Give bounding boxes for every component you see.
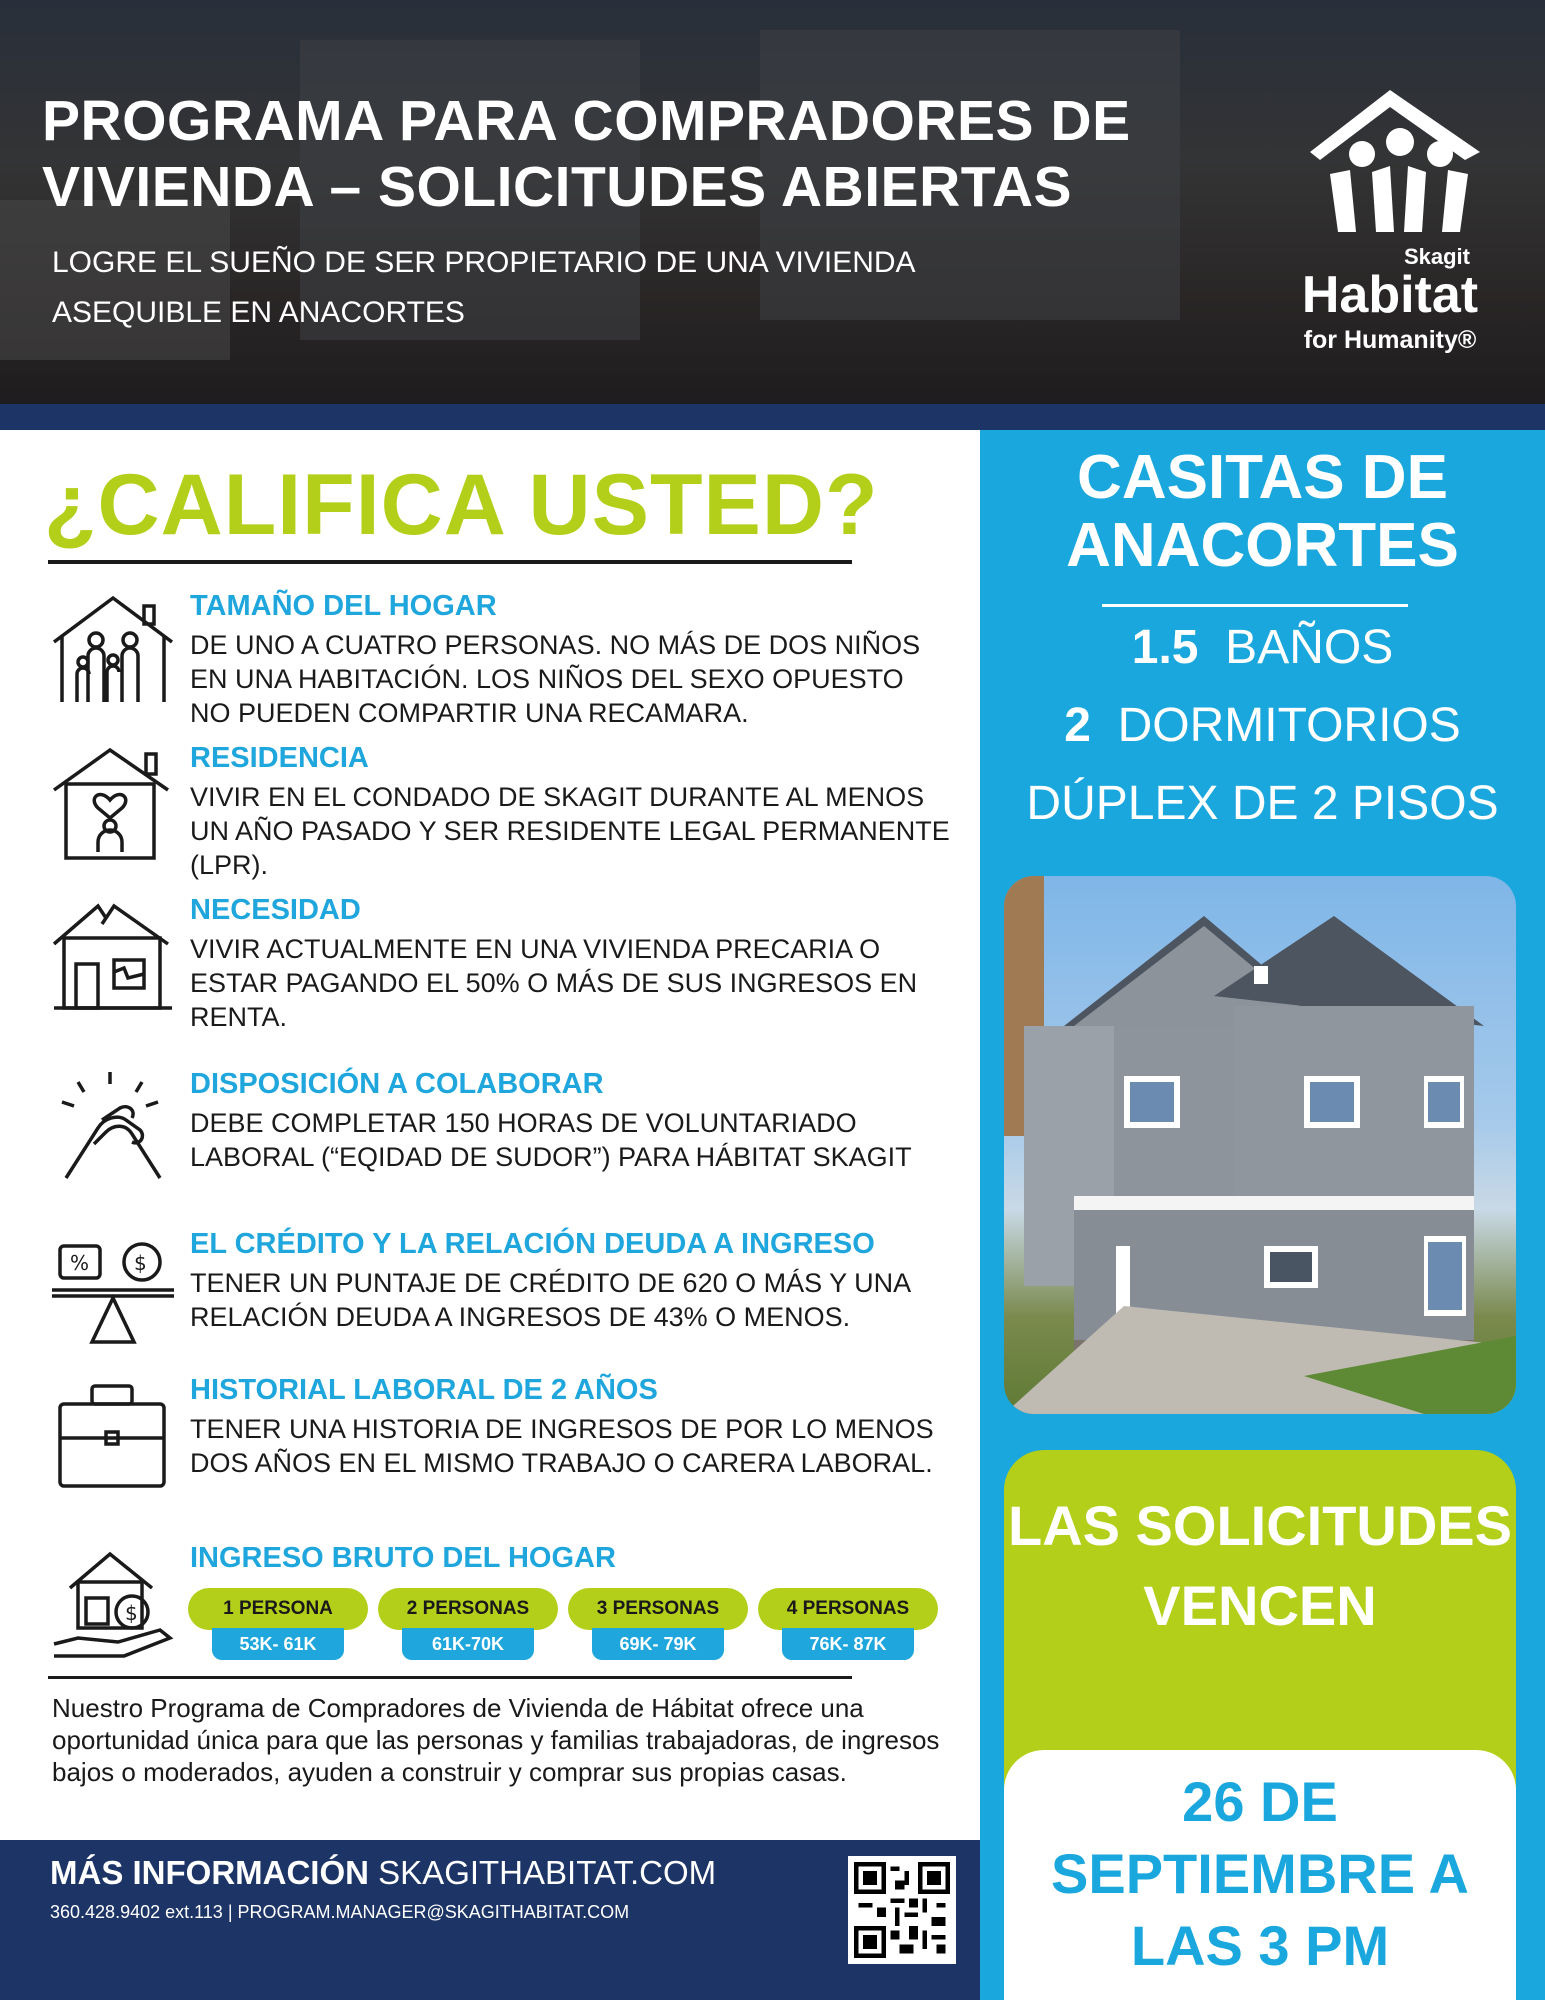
balance-scale-icon <box>48 1228 178 1348</box>
deadline-date: 26 DE SEPTIEMBRE A LAS 3 PM <box>1051 1770 1469 1977</box>
criterion-title: TAMAÑO DEL HOGAR <box>190 590 497 622</box>
svg-text:$: $ <box>125 1601 138 1625</box>
baths-number: 1.5 <box>1131 621 1199 674</box>
svg-text:$: $ <box>134 1251 147 1275</box>
criterion-title: NECESIDAD <box>190 894 361 926</box>
criterion-title: DISPOSICIÓN A COLABORAR <box>190 1068 604 1100</box>
income-pill <box>758 1588 938 1660</box>
bedrooms-number: 2 <box>1064 699 1091 752</box>
income-household-label: 2 PERSONAS <box>378 1588 558 1630</box>
deadline-label: LAS SOLICITUDES VENCEN <box>1007 1494 1513 1637</box>
logo-habitat: Habitat <box>1301 266 1479 324</box>
criterion-title: HISTORIAL LABORAL DE 2 AÑOS <box>190 1374 658 1406</box>
broken-house-icon <box>48 894 178 1014</box>
income-range: 69K- 79K <box>592 1628 724 1660</box>
criterion-text: DEBE COMPLETAR 150 HORAS DE VOLUNTARIADO LABORAL (“EQIDAD DE SUDOR”) PARA HÁBITAT SKAGIT <box>190 1108 912 1172</box>
program-description: Nuestro Programa de Compradores de Vivienda de Hábitat ofrece una oportunidad única para que las personas y familias trabajadoras, de ingresos bajos o moderados, ayuden a construir y comprar sus propias casas. <box>52 1693 940 1787</box>
house-money-hand-icon <box>48 1542 178 1662</box>
criterion-text: VIVIR ACTUALMENTE EN UNA VIVIENDA PRECARIA O ESTAR PAGANDO EL 50% O MÁS DE SUS INGRESOS EN RENTA. <box>190 934 918 1032</box>
criterion-title: RESIDENCIA <box>190 742 369 774</box>
income-pill <box>188 1588 368 1660</box>
page-title: PROGRAMA PARA COMPRADORES DE VIVIENDA – SOLICITUDES ABIERTAS <box>42 89 1131 219</box>
habitat-logo <box>1290 82 1490 362</box>
page-subtitle: LOGRE EL SUEÑO DE SER PROPIETARIO DE UNA VIVIENDA ASEQUIBLE EN ANACORTES <box>52 246 914 329</box>
qr-code-icon <box>854 1862 950 1958</box>
bedrooms-spec <box>980 698 1545 753</box>
heading-rule <box>48 560 852 564</box>
hero-banner <box>0 0 1545 404</box>
income-household-label: 1 PERSONA <box>188 1588 368 1630</box>
baths-label: BAÑOS <box>1225 621 1394 674</box>
handshake-icon <box>48 1068 178 1188</box>
income-pill <box>378 1588 558 1660</box>
logo-humanity: for Humanity® <box>1303 326 1477 354</box>
title-rule <box>1102 604 1408 607</box>
home-details-panel <box>980 430 1545 2000</box>
qualify-heading: ¿CALIFICA USTED? <box>44 457 879 553</box>
income-range: 53K- 61K <box>212 1628 344 1660</box>
baths-spec <box>980 620 1545 675</box>
deadline-date-box <box>1004 1750 1516 2000</box>
criterion-text: DE UNO A CUATRO PERSONAS. NO MÁS DE DOS NIÑOS EN UNA HABITACIÓN. LOS NIÑOS DEL SEXO OPUESTO NO PUEDEN COMPARTIR UNA RECAMARA. <box>190 630 921 728</box>
more-info <box>50 1854 716 1892</box>
income-household-label: 3 PERSONAS <box>568 1588 748 1630</box>
deadline-box <box>1004 1450 1516 2000</box>
duplex-house-illustration <box>1004 876 1516 1414</box>
footer <box>0 1840 980 2000</box>
logo-skagit: Skagit <box>1403 244 1470 269</box>
bedrooms-label: DORMITORIOS <box>1117 699 1461 752</box>
income-range: 61K-70K <box>402 1628 534 1660</box>
about-rule <box>48 1676 852 1679</box>
income-pill <box>568 1588 748 1660</box>
home-heart-icon <box>48 742 178 862</box>
income-household-label: 4 PERSONAS <box>758 1588 938 1630</box>
house-photo <box>1004 876 1516 1414</box>
qr-code[interactable] <box>848 1856 956 1964</box>
header-divider-band <box>0 404 1545 430</box>
income-table <box>188 1588 948 1678</box>
criterion-text: TENER UNA HISTORIA DE INGRESOS DE POR LO MENOS DOS AÑOS EN EL MISMO TRABAJO O CARERA LABORAL. <box>190 1414 934 1478</box>
family-house-icon <box>48 590 178 710</box>
svg-text:%: % <box>70 1251 90 1275</box>
income-range: 76K- 87K <box>782 1628 914 1660</box>
criterion-title: EL CRÉDITO Y LA RELACIÓN DEUDA A INGRESO <box>190 1228 875 1260</box>
criterion-title: INGRESO BRUTO DEL HOGAR <box>190 1542 616 1574</box>
website-link[interactable]: SKAGITHABITAT.COM <box>378 1854 717 1891</box>
contact-line[interactable]: 360.428.9402 ext.113 | PROGRAM.MANAGER@SKAGITHABITAT.COM <box>50 1902 630 1922</box>
more-info-label: MÁS INFORMACIÓN <box>50 1854 369 1891</box>
briefcase-icon <box>48 1374 178 1494</box>
qualify-section <box>0 430 980 1840</box>
habitat-house-people-icon <box>1290 82 1490 242</box>
criterion-text: VIVIR EN EL CONDADO DE SKAGIT DURANTE AL MENOS UN AÑO PASADO Y SER RESIDENTE LEGAL PERMANENTE (LPR). <box>190 782 950 880</box>
project-title: CASITAS DE ANACORTES <box>1066 443 1459 580</box>
criterion-text: TENER UN PUNTAJE DE CRÉDITO DE 620 O MÁS Y UNA RELACIÓN DEUDA A INGRESOS DE 43% O MENOS. <box>190 1268 910 1332</box>
home-type: DÚPLEX DE 2 PISOS <box>1026 777 1499 830</box>
